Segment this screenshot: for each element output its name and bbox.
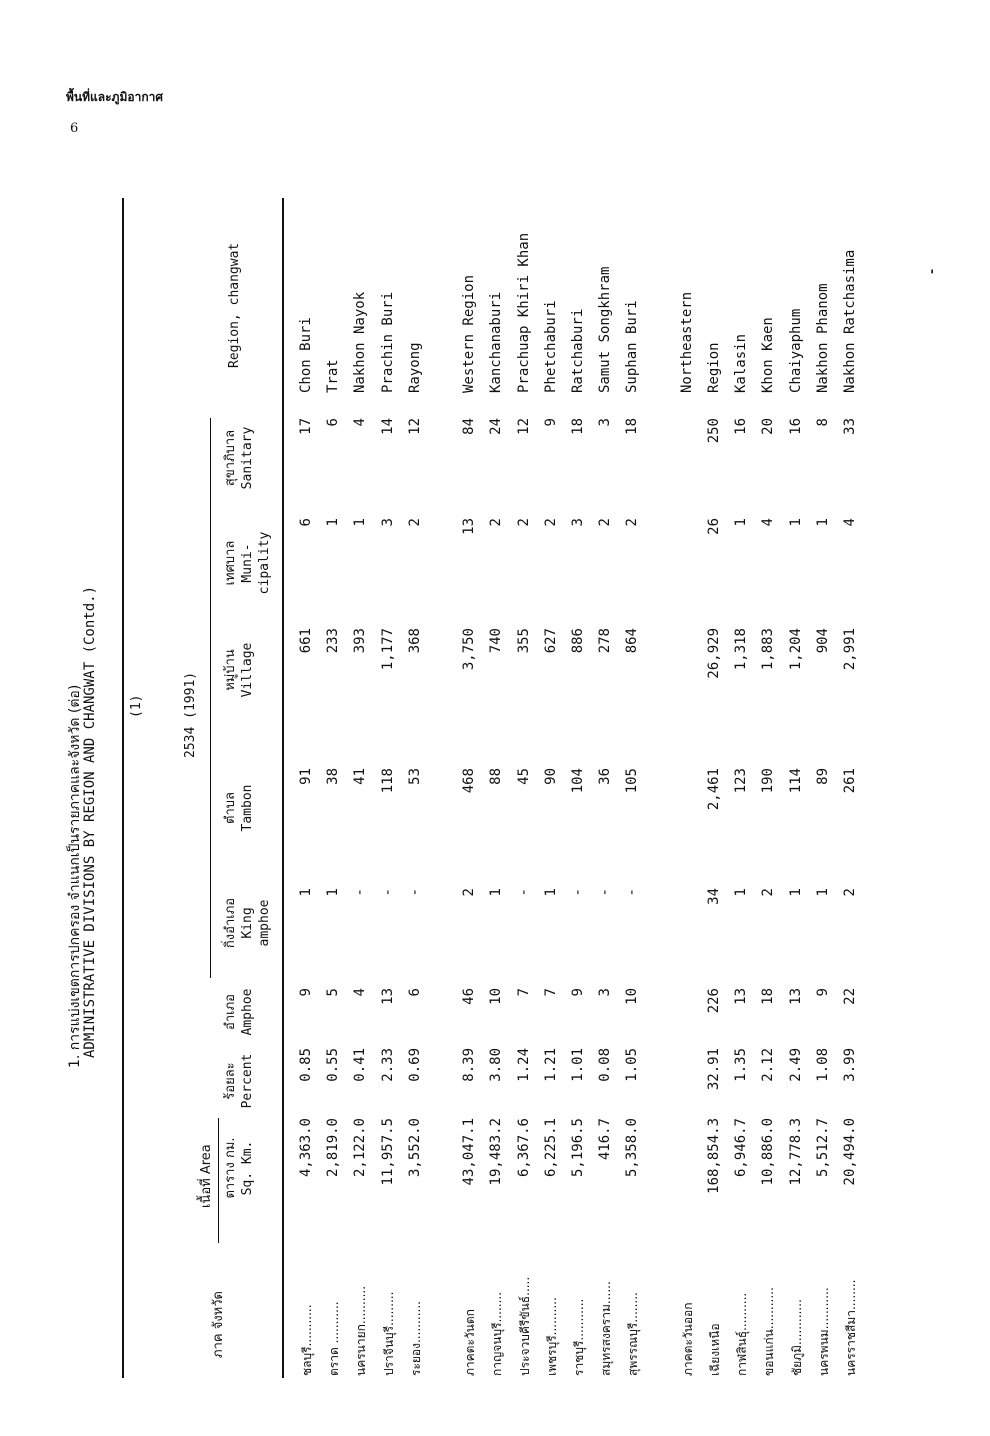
cell-reg: Chon Buri: [298, 317, 314, 393]
cell-vil: 1,204: [787, 628, 804, 671]
page-number: 6: [70, 121, 79, 136]
cell-pct: 32.91: [706, 1048, 722, 1091]
cell-san: 12: [515, 418, 532, 435]
cell-reg: Kalasin: [733, 333, 750, 393]
table-row: [733, 198, 757, 1378]
cell-area: 168,854.3: [706, 1118, 722, 1194]
cell-king: -: [406, 888, 423, 897]
col-sqkm-header: [222, 1118, 256, 1218]
cell-reg: Region: [706, 342, 722, 393]
cell-san: 20: [760, 418, 777, 435]
cell-area: 10,886.0: [760, 1118, 777, 1186]
col-region-header: Region, changwat: [227, 242, 242, 368]
cell-prov: ภาคตะวันออก: [680, 1302, 695, 1376]
cell-mun: 2: [597, 518, 614, 527]
stray-mark: ': [930, 268, 935, 284]
cell-king: 1: [298, 888, 314, 897]
col-amphoe-th: อำเภอ: [223, 994, 238, 1030]
cell-tam: 88: [488, 768, 505, 785]
cell-area: 11,957.5: [379, 1118, 396, 1186]
cell-vil: 740: [488, 628, 505, 654]
col-san-en: Sanitary: [240, 426, 255, 490]
cell-vil: 278: [597, 628, 614, 654]
cell-pct: 2.33: [379, 1048, 396, 1082]
cell-mun: 1: [787, 518, 804, 527]
cell-king: -: [624, 888, 641, 897]
cell-reg: Nakhon Nayok: [352, 291, 369, 393]
table-row: [380, 198, 404, 1378]
cell-amp: 5: [325, 988, 342, 997]
cell-san: 14: [379, 418, 396, 435]
cell-area: 5,358.0: [624, 1118, 641, 1178]
cell-san: 84: [461, 418, 478, 435]
table-row: [842, 198, 866, 1378]
cell-pct: 0.41: [352, 1048, 369, 1082]
cell-san: 8: [814, 418, 831, 427]
cell-mun: 2: [515, 518, 532, 527]
cell-mun: 1: [814, 518, 831, 527]
rotated-table: [60, 198, 900, 1378]
col-village-header: [222, 630, 256, 710]
cell-prov: นครราชสีมา........: [844, 1279, 858, 1376]
cell-reg: Phetchaburi: [542, 300, 559, 393]
cell-mun: 4: [842, 518, 858, 527]
cell-king: -: [597, 888, 614, 897]
col-king-amphoe-header: [222, 888, 273, 958]
table-row: [407, 198, 431, 1378]
cell-tam: 123: [733, 768, 750, 794]
cell-pct: 0.85: [298, 1048, 314, 1082]
cell-prov: สมุทรสงคราม......: [599, 1281, 614, 1376]
cell-amp: 10: [488, 988, 505, 1005]
table-row: [597, 198, 621, 1378]
cell-pct: 1.21: [542, 1048, 559, 1082]
cell-san: 3: [597, 418, 614, 427]
cell-area: 6,367.6: [515, 1118, 532, 1178]
cell-vil: 1,318: [733, 628, 750, 671]
cell-tam: 114: [787, 768, 804, 794]
cell-area: 2,819.0: [325, 1118, 342, 1178]
cell-pct: 1.01: [570, 1048, 586, 1082]
col-village-en: Village: [240, 642, 255, 698]
cell-reg: Prachuap Khiri Khan: [515, 232, 532, 393]
cell-prov: สุพรรณบุรี........: [626, 1292, 641, 1376]
cell-amp: 13: [379, 988, 396, 1005]
cell-pct: 2.49: [787, 1048, 804, 1082]
cell-king: 1: [733, 888, 750, 897]
cell-prov: ระยอง...........: [408, 1301, 423, 1376]
table-header-rule: [282, 198, 284, 1378]
cell-vil: 2,991: [842, 628, 858, 671]
area-rule: [218, 1118, 219, 1243]
cell-san: 4: [352, 418, 369, 427]
cell-mun: 13: [461, 518, 478, 535]
cell-reg: Prachin Buri: [379, 291, 396, 393]
cell-area: 6,946.7: [733, 1118, 750, 1178]
cell-prov: ภาคตะวันตก: [463, 1309, 478, 1376]
col-tambon-header: [222, 773, 256, 843]
col-sanitary-header: [222, 418, 256, 498]
cell-tam: 90: [542, 768, 559, 785]
year-header: 2534 (1991): [183, 671, 198, 758]
cell-reg: Trat: [325, 359, 342, 393]
col-tambon-en: Tambon: [240, 784, 255, 832]
running-header: พื้นที่และภูมิอากาศ: [66, 90, 163, 104]
cell-king: 1: [814, 888, 831, 897]
col-king-th: กิ่งอำเภอ: [223, 897, 238, 949]
cell-vil: 26,929: [706, 628, 722, 679]
cell-tam: 261: [842, 768, 858, 794]
cell-mun: 1: [325, 518, 342, 527]
cell-king: -: [570, 888, 586, 897]
cell-reg: Suphan Buri: [624, 300, 641, 393]
col-municipality-header: [222, 528, 273, 598]
cell-prov: ชลบุรี...........: [300, 1304, 314, 1376]
cell-area: 6,225.1: [542, 1118, 559, 1178]
table-top-rule: [122, 198, 124, 1378]
cell-tam: 105: [624, 768, 641, 794]
cell-pct: 1.05: [624, 1048, 641, 1082]
cell-prov: เพชรบุรี..........: [544, 1297, 559, 1376]
col-province-header: ภาค จังหวัด: [211, 1291, 226, 1358]
cell-pct: 0.69: [406, 1048, 423, 1082]
cell-pct: 1.35: [733, 1048, 750, 1082]
cell-pct: 3.80: [488, 1048, 505, 1082]
cell-prov: กาญจนบุรี........: [490, 1291, 505, 1376]
cell-mun: 26: [706, 518, 722, 535]
cell-prov: ประจวบคีรีขันธ์.....: [517, 1276, 532, 1376]
cell-san: 6: [325, 418, 342, 427]
table-row: [488, 198, 512, 1378]
cell-reg: Ratchaburi: [570, 308, 586, 393]
cell-king: 2: [760, 888, 777, 897]
cell-pct: 0.08: [597, 1048, 614, 1082]
cell-mun: 6: [298, 518, 314, 527]
col-sqkm-th: ตาราง กม.: [223, 1137, 238, 1199]
cell-king: 34: [706, 888, 722, 905]
cell-amp: 22: [842, 988, 858, 1005]
col-sqkm-en: Sq. Km.: [240, 1140, 255, 1196]
cell-tam: 104: [570, 768, 586, 794]
cell-king: 2: [461, 888, 478, 897]
cell-reg: Northeastern: [678, 291, 695, 393]
cell-prov: ราชบุรี...........: [572, 1298, 586, 1376]
cell-pct: 0.55: [325, 1048, 342, 1082]
table-row: [815, 198, 839, 1378]
cell-prov: ขอนแก่น...........: [762, 1287, 777, 1376]
cell-amp: 9: [570, 988, 586, 997]
cell-area: 416.7: [597, 1118, 614, 1161]
cell-amp: 9: [298, 988, 314, 997]
table-row: [352, 198, 376, 1378]
cell-king: -: [379, 888, 396, 897]
cell-prov: เฉียงเหนือ: [708, 1323, 722, 1376]
cell-reg: Western Region: [461, 274, 478, 393]
col-san-th: สุขาภิบาล: [223, 429, 238, 487]
cell-amp: 13: [787, 988, 804, 1005]
cell-mun: 2: [542, 518, 559, 527]
cell-amp: 13: [733, 988, 750, 1005]
col-muni-th: เทศบาล: [223, 540, 238, 586]
cell-mun: 3: [570, 518, 586, 527]
cell-reg: Samut Songkhram: [597, 266, 614, 393]
cell-san: 24: [488, 418, 505, 435]
cell-pct: 8.39: [461, 1048, 478, 1082]
cell-vil: 3,750: [461, 628, 478, 671]
cell-king: 2: [842, 888, 858, 897]
col-area-group-header: เนื้อที่ Area: [199, 1144, 214, 1208]
table-row: [679, 198, 703, 1378]
cell-pct: 3.99: [842, 1048, 858, 1082]
cell-tam: 41: [352, 768, 369, 785]
year-rule: [210, 418, 211, 978]
cell-vil: 661: [298, 628, 314, 654]
cell-vil: 355: [515, 628, 532, 654]
cell-san: 16: [733, 418, 750, 435]
cell-amp: 226: [706, 988, 722, 1014]
col-tambon-th: ตำบล: [223, 792, 238, 824]
cell-san: 18: [624, 418, 641, 435]
cell-area: 19,483.2: [488, 1118, 505, 1186]
cell-mun: 1: [352, 518, 369, 527]
footnote-mark: (1): [129, 694, 144, 718]
table-row: [298, 198, 322, 1378]
cell-pct: 1.24: [515, 1048, 532, 1082]
cell-king: 1: [488, 888, 505, 897]
cell-tam: 89: [814, 768, 831, 785]
cell-tam: 2,461: [706, 768, 722, 811]
cell-tam: 91: [298, 768, 314, 785]
cell-king: -: [515, 888, 532, 897]
col-muni-en: Muni- cipality: [240, 531, 272, 595]
cell-area: 2,122.0: [352, 1118, 369, 1178]
cell-amp: 7: [542, 988, 559, 997]
cell-area: 4,363.0: [298, 1118, 314, 1178]
table-title-english: ADMINISTRATIVE DIVISIONS BY REGION AND CHANGWAT (Contd.): [82, 585, 98, 1058]
cell-san: 12: [406, 418, 423, 435]
cell-reg: Chaiyaphum: [787, 308, 804, 393]
cell-vil: 233: [325, 628, 342, 654]
cell-prov: ตราด ...........: [327, 1301, 342, 1376]
cell-prov: ชัยภูมิ............: [789, 1299, 804, 1376]
cell-tam: 36: [597, 768, 614, 785]
cell-san: 250: [706, 418, 722, 444]
col-amphoe-en: Amphoe: [240, 988, 255, 1036]
cell-reg: Nakhon Phanom: [814, 283, 831, 393]
cell-mun: 3: [379, 518, 396, 527]
table-row: [434, 198, 458, 1378]
cell-san: 33: [842, 418, 858, 435]
cell-amp: 4: [352, 988, 369, 997]
cell-tam: 118: [379, 768, 396, 794]
cell-amp: 3: [597, 988, 614, 997]
cell-mun: 4: [760, 518, 777, 527]
cell-amp: 10: [624, 988, 641, 1005]
cell-vil: 886: [570, 628, 586, 654]
cell-area: 3,552.0: [406, 1118, 423, 1178]
table-row: [706, 198, 730, 1378]
cell-san: 18: [570, 418, 586, 435]
col-percent-header: [222, 1046, 256, 1116]
cell-san: 9: [542, 418, 559, 427]
cell-prov: นครพนม...........: [816, 1287, 831, 1376]
cell-tam: 53: [406, 768, 423, 785]
cell-area: 5,196.5: [570, 1118, 586, 1178]
cell-reg: Kanchanaburi: [488, 291, 505, 393]
cell-mun: 1: [733, 518, 750, 527]
cell-reg: Khon Kaen: [760, 317, 777, 393]
cell-pct: 2.12: [760, 1048, 777, 1082]
cell-amp: 6: [406, 988, 423, 997]
cell-vil: 368: [406, 628, 423, 654]
table-row: [624, 198, 648, 1378]
cell-mun: 2: [624, 518, 641, 527]
cell-king: -: [352, 888, 369, 897]
col-pct-th: ร้อยละ: [223, 1062, 238, 1100]
col-village-th: หมู่บ้าน: [223, 649, 238, 691]
table-row: [788, 198, 812, 1378]
cell-amp: 18: [760, 988, 777, 1005]
table-row: [543, 198, 567, 1378]
table-row: [461, 198, 485, 1378]
table-row: [570, 198, 594, 1378]
cell-king: 1: [542, 888, 559, 897]
cell-king: 1: [325, 888, 342, 897]
cell-pct: 1.08: [814, 1048, 831, 1082]
table-row: [760, 198, 784, 1378]
table-title-thai: 1. การแบ่งเขตการปกครอง จำแนกเป็นรายภาคและจังหวัด (ต่อ): [67, 684, 83, 1068]
cell-vil: 1,883: [760, 628, 777, 671]
cell-amp: 46: [461, 988, 478, 1005]
cell-tam: 45: [515, 768, 532, 785]
col-king-en: King amphoe: [240, 899, 272, 947]
col-amphoe-header: [222, 982, 256, 1042]
cell-prov: ปราจีนบุรี.........: [381, 1291, 396, 1376]
table-row: [325, 198, 349, 1378]
cell-area: 5,512.7: [814, 1118, 831, 1178]
cell-vil: 864: [624, 628, 641, 654]
cell-mun: 2: [488, 518, 505, 527]
cell-vil: 627: [542, 628, 559, 654]
cell-king: 1: [787, 888, 804, 897]
cell-san: 16: [787, 418, 804, 435]
cell-area: 43,047.1: [461, 1118, 478, 1186]
table-row: [652, 198, 676, 1378]
cell-reg: Nakhon Ratchasima: [842, 249, 858, 393]
cell-vil: 1,177: [379, 628, 396, 671]
cell-reg: Rayong: [406, 342, 423, 393]
cell-amp: 9: [814, 988, 831, 997]
cell-amp: 7: [515, 988, 532, 997]
col-pct-en: Percent: [240, 1053, 255, 1109]
cell-san: 17: [298, 418, 314, 435]
cell-prov: นครนายก..........: [354, 1285, 369, 1376]
cell-mun: 2: [406, 518, 423, 527]
table-row: [516, 198, 540, 1378]
cell-area: 12,778.3: [787, 1118, 804, 1186]
cell-vil: 904: [814, 628, 831, 654]
cell-tam: 190: [760, 768, 777, 794]
cell-prov: กาฬสินธุ์..........: [735, 1292, 750, 1376]
cell-tam: 38: [325, 768, 342, 785]
cell-vil: 393: [352, 628, 369, 654]
cell-area: 20,494.0: [842, 1118, 858, 1186]
cell-tam: 468: [461, 768, 478, 794]
